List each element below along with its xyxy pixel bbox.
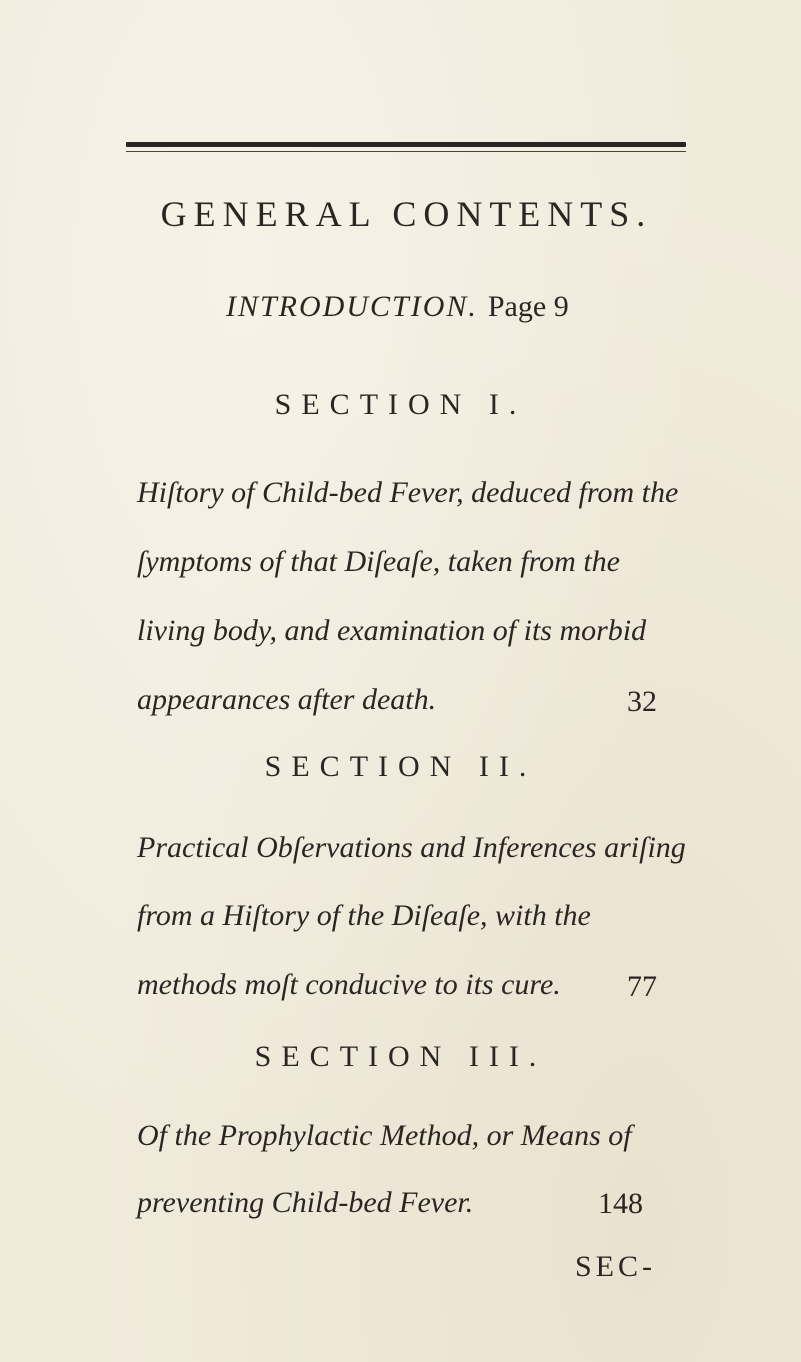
section-1-page: 32 (627, 685, 657, 718)
section-3-line-1: Of the Prophylactic Method, or Means of (137, 1119, 632, 1152)
introduction-entry (226, 290, 569, 324)
section-3-heading: SECTION III. (254, 1040, 547, 1073)
section-2-heading: SECTION II. (264, 750, 537, 783)
section-1-line-3: living body, and examination of its morbid (137, 614, 647, 647)
section-1-line-4: appearances after death. (137, 683, 437, 716)
section-3-line-2: preventing Child-bed Fever. (137, 1186, 474, 1219)
top-rule-thick (126, 142, 686, 147)
section-2-line-2: from a Hiſtory of the Diſeaſe, with the (137, 899, 591, 932)
section-1-line-1: Hiſtory of Child-bed Fever, deduced from the (137, 476, 679, 509)
section-2-line-1: Practical Obſervations and Inferences ariſing (137, 831, 686, 864)
section-1-heading: SECTION I. (274, 388, 527, 421)
page-heading: GENERAL CONTENTS. (160, 194, 653, 234)
introduction-title: INTRODUCTION. (226, 290, 478, 323)
section-2-page: 77 (627, 970, 657, 1003)
section-1-line-2: ſymptoms of that Diſeaſe, taken from the (137, 545, 620, 578)
introduction-page: Page 9 (487, 290, 569, 323)
catchword: SEC- (575, 1250, 657, 1283)
section-2-line-3: methods moſt conducive to its cure. (137, 968, 561, 1001)
top-rule-thin (126, 151, 686, 152)
section-3-page: 148 (598, 1187, 643, 1220)
